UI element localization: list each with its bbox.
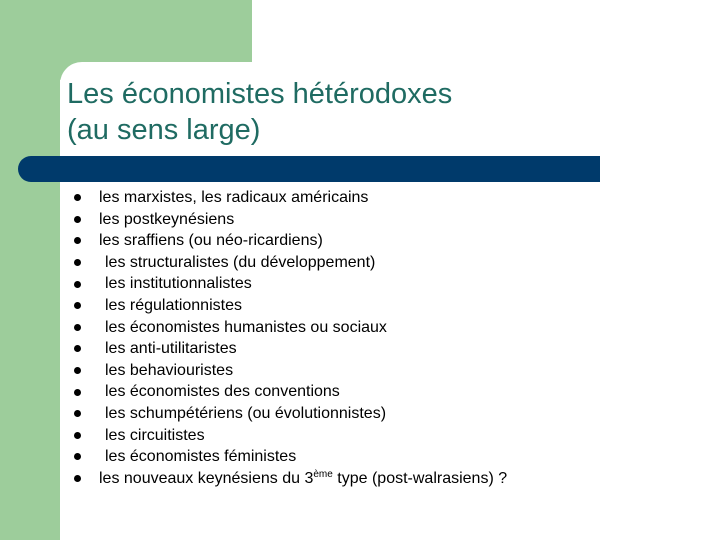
list-item-text: les anti-utilitaristes [105, 340, 237, 358]
list-item-text: les institutionnalistes [105, 275, 252, 293]
last-item-text-before: les nouveaux keynésiens du 3 [99, 469, 314, 487]
list-item-text: les circuitistes [105, 426, 205, 444]
list-item-text: les économistes féministes [105, 448, 297, 466]
list-item-text: les régulationnistes [105, 296, 242, 314]
bullet-icon [74, 281, 81, 288]
bullet-icon [74, 389, 81, 396]
list-item-text: les postkeynésiens [99, 210, 235, 228]
last-item-superscript: ème [313, 468, 333, 480]
slide-title-line-1: Les économistes hétérodoxes [67, 78, 453, 110]
title-divider-bar [18, 156, 600, 182]
bullet-icon [74, 367, 81, 374]
list-item-text: les structuralistes (du développement) [105, 253, 376, 271]
list-item-text: les marxistes, les radicaux américains [99, 189, 369, 206]
list-item-text: les économistes humanistes ou sociaux [105, 318, 387, 336]
slide-title-line-2: (au sens large) [67, 114, 261, 146]
list-item-text: les schumpétériens (ou évolutionnistes) [105, 404, 387, 422]
list-item-text [99, 468, 507, 490]
bullet-icon [74, 216, 81, 223]
list-item-text: les économistes des conventions [105, 383, 340, 401]
list-item-text: les sraffiens (ou néo-ricardiens) [99, 232, 323, 250]
slide-title [67, 76, 452, 148]
last-item-text-after: type (post-walrasiens) ? [332, 469, 508, 487]
bullet-icon [74, 324, 81, 331]
list-item-text: les behaviouristes [105, 361, 234, 379]
bullet-icon [74, 475, 81, 482]
green-accent-strip-left [0, 0, 60, 540]
bullet-icon [74, 432, 81, 439]
